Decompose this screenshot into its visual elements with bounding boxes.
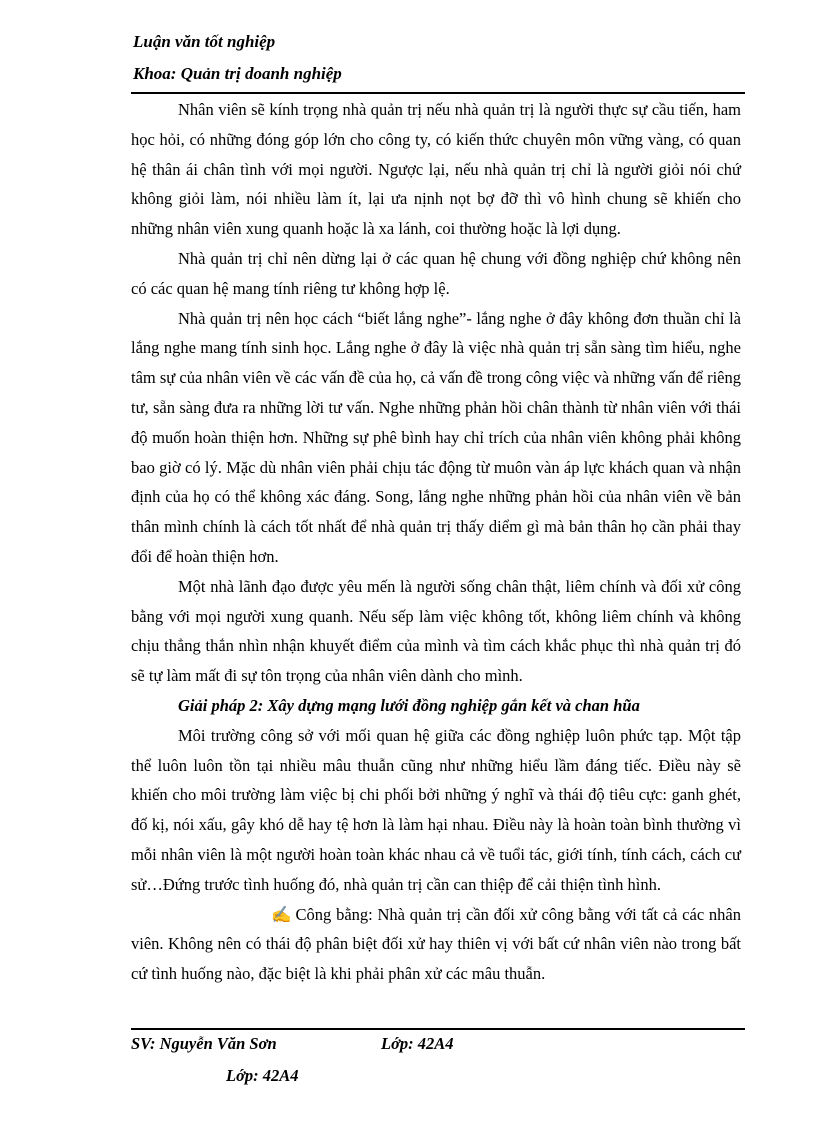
class-label-repeat: Lớp: 42A4: [226, 1066, 299, 1085]
header-rule: [131, 92, 745, 94]
document-title: Luận văn tốt nghiệp: [133, 32, 276, 51]
footer-rule: [131, 1028, 745, 1030]
paragraph-4: Một nhà lãnh đạo được yêu mến là người sống chân thật, liêm chính và đối xử công bằng với mọi người xung quanh. Nếu sếp làm việc không tốt, không liêm chính và không chịu thẳng thắn nhìn nhận khuyết điểm của mình và tìm cách khắc phục thì nhà quản trị đó sẽ tự làm mất đi sự tôn trọng của nhân viên dành cho mình.: [131, 576, 741, 686]
bullet-text: Công bằng: Nhà quản trị cần đối xử công bằng với tất cả các nhân viên. Không nên có thái độ phân biệt đối xử hay thiên vị với bất cứ nhân viên nào trong bất cứ tình huống nào, đặc biệt là khi phải phân xử các mâu thuẫn.: [131, 904, 741, 984]
writing-hand-icon: ✍: [271, 904, 292, 924]
bullet-paragraph: [131, 900, 741, 989]
section-heading: Giải pháp 2: Xây dựng mạng lưới đồng nghiệp gắn kết và chan hũa: [178, 695, 640, 715]
document-body: [131, 95, 741, 989]
paragraph-2: Nhà quản trị chỉ nên dừng lại ở các quan hệ chung với đồng nghiệp chứ không nên có các quan hệ mang tính riêng tư không hợp lệ.: [131, 248, 741, 298]
student-name: SV: Nguyễn Văn Sơn: [131, 1034, 277, 1053]
class-label: Lớp: 42A4: [381, 1034, 454, 1053]
paragraph-1: Nhân viên sẽ kính trọng nhà quản trị nếu nhà quản trị là người thực sự cầu tiến, ham học hỏi, có những đóng góp lớn cho công ty, có kiến thức chuyên môn vững vàng, có quan hệ thân ái chân tình với mọi người. Ngược lại, nếu nhà quản trị chỉ là người giỏi nói chứ không giỏi làm, nói nhiều làm ít, lại ưa nịnh nọt bợ đỡ thì vô hình chung sẽ khiến cho những nhân viên xung quanh hoặc là xa lánh, coi thường hoặc là lợi dụng.: [131, 100, 741, 239]
paragraph-3: Nhà quản trị nên học cách “biết lắng nghe”- lắng nghe ở đây không đơn thuần chỉ là lắng nghe mang tính sinh học. Lắng nghe ở đây là việc nhà quản trị sẵn sàng tìm hiểu, nghe tâm sự của nhân viên về các vấn đề của họ, cả vấn đề trong công việc và những vấn để riêng tư, sẵn sàng đưa ra những lời tư vấn. Nghe những phản hồi chân thành từ nhân viên với thái độ muốn hoàn thiện hơn. Những sự phê bình hay chỉ trích của nhân viên không phải không bao giờ có lý. Mặc dù nhân viên phải chịu tác động từ muôn vàn áp lực khách quan và nhận định của họ có thể không xác đáng. Song, lắng nghe những phản hồi của nhân viên về bản thân mình chính là cách tốt nhất để nhà quản trị thấy diểm gì mà bản thân họ cần phải thay đổi để hoàn thiện hơn.: [131, 308, 741, 566]
faculty-label: Khoa: Quản trị doanh nghiệp: [133, 64, 342, 83]
paragraph-5: Môi trường công sở với mối quan hệ giữa các đồng nghiệp luôn phức tạp. Một tập thể luôn luôn tồn tại nhiều mâu thuẫn cũng như những hiểu lầm đáng tiếc. Điều này sẽ khiến cho môi trường làm việc bị chi phối bởi những ý nghĩ và thái độ tiêu cực: ganh ghét, đố kị, nói xấu, gây khó dễ hay tệ hơn là làm hại nhau. Điều này là hoàn toàn bình thường vì mỗi nhân viên là một người hoàn toàn khác nhau cả về tuổi tác, giới tính, tính cách, cách cư sử…Đứng trước tình huống đó, nhà quản trị cần can thiệp để cải thiện tình hình.: [131, 725, 741, 894]
